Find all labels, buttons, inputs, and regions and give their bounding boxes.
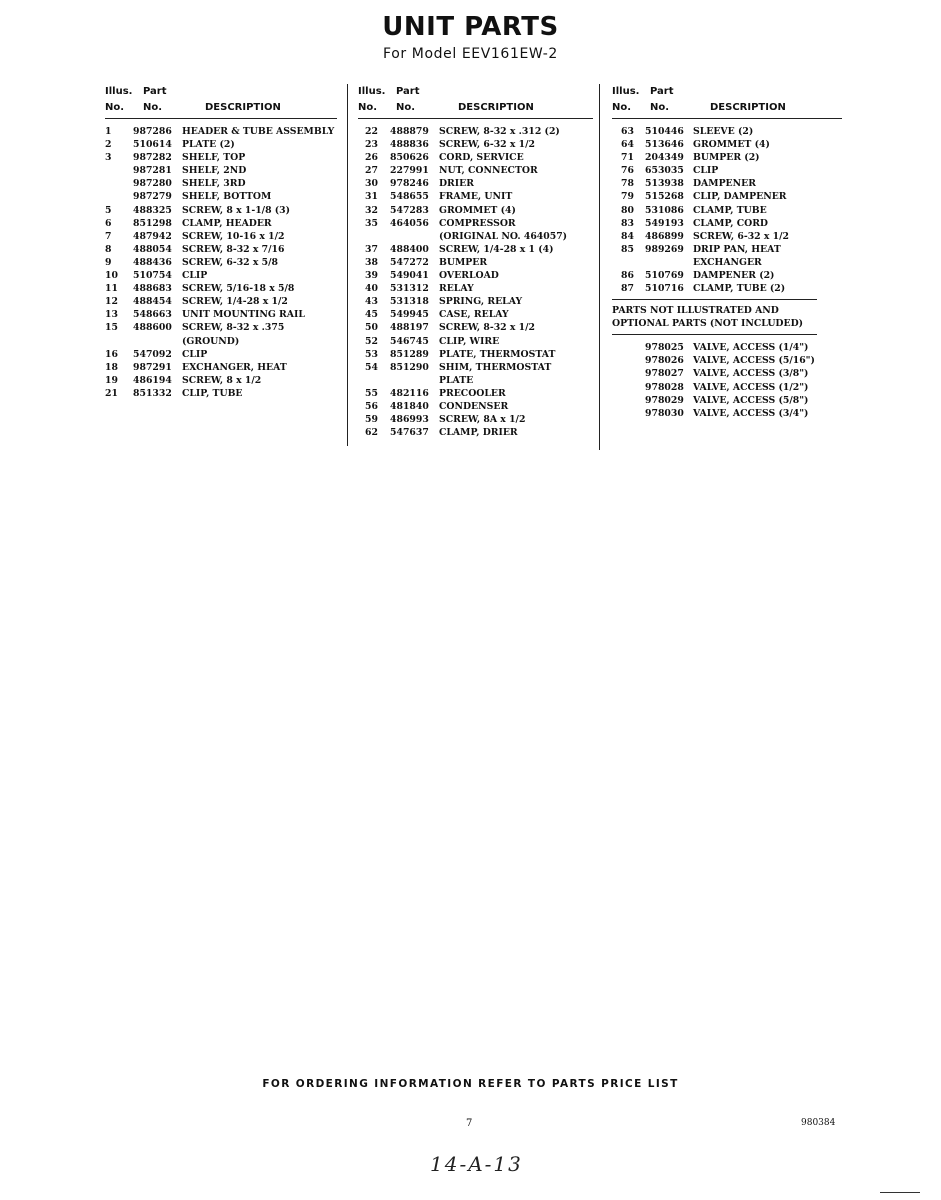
part-description: SCREW, 8A x 1/2 xyxy=(439,414,526,426)
part-number: 978246 xyxy=(390,178,429,190)
part-number: 488454 xyxy=(133,296,172,308)
part-number: 987286 xyxy=(133,126,172,137)
part-number: 653035 xyxy=(645,165,684,177)
part-number: 851332 xyxy=(133,387,172,399)
illus-number: 15 xyxy=(105,322,118,334)
part-description: CLIP, DAMPENER xyxy=(693,191,787,203)
corner-mark xyxy=(880,1192,920,1193)
part-description: VALVE, ACCESS (5/16") xyxy=(693,355,815,367)
part-description: FRAME, UNIT xyxy=(439,191,513,203)
part-description: SCREW, 8-32 x .312 (2) xyxy=(439,126,560,137)
table-row xyxy=(358,256,593,269)
part-number: 227991 xyxy=(390,165,429,177)
illus-number: 62 xyxy=(365,427,378,439)
part-description: CONDENSER xyxy=(439,400,509,412)
part-header: Part xyxy=(396,86,420,97)
part-number: 547092 xyxy=(133,348,172,360)
table-row xyxy=(612,354,842,367)
part-description: SHIM, THERMOSTAT xyxy=(439,361,552,373)
not-illustrated-heading-line2: OPTIONAL PARTS (NOT INCLUDED) xyxy=(612,318,804,330)
illus-number: 30 xyxy=(365,178,378,190)
illus-number: 35 xyxy=(365,217,378,229)
part-description: DAMPENER (2) xyxy=(693,270,775,282)
part-header: Part xyxy=(650,86,674,97)
illus-number: 83 xyxy=(621,217,634,229)
part-no-header: No. xyxy=(143,102,163,113)
part-description: CLAMP, CORD xyxy=(693,217,768,229)
table-row xyxy=(612,243,842,256)
part-number: 978026 xyxy=(645,355,684,367)
illus-number: 40 xyxy=(365,283,378,295)
table-row xyxy=(358,308,593,321)
part-number: 851289 xyxy=(390,348,429,360)
table-row xyxy=(358,400,593,413)
table-row xyxy=(358,295,593,308)
table-row xyxy=(105,361,337,374)
part-description: SCREW, 5/16-18 x 5/8 xyxy=(182,283,295,295)
table-row xyxy=(358,138,593,151)
part-description: PLATE xyxy=(439,374,474,386)
part-description: SCREW, 1/4-28 x 1/2 xyxy=(182,296,288,308)
illus-number: 78 xyxy=(621,178,634,190)
part-description: DRIER xyxy=(439,178,474,190)
illus-number: 63 xyxy=(621,126,634,137)
part-description: CLIP xyxy=(693,165,719,177)
part-number: 548655 xyxy=(390,191,429,203)
illus-number: 31 xyxy=(365,191,378,203)
part-number: 989269 xyxy=(645,243,684,255)
table-row xyxy=(105,204,337,217)
part-description: CORD, SERVICE xyxy=(439,152,524,164)
part-description: CLIP, TUBE xyxy=(182,387,243,399)
part-number: 488197 xyxy=(390,322,429,334)
parts-list xyxy=(612,125,842,295)
part-number: 851298 xyxy=(133,217,172,229)
table-row xyxy=(358,190,593,203)
part-number: 488600 xyxy=(133,322,172,334)
illus-number: 43 xyxy=(365,296,378,308)
part-number: 549945 xyxy=(390,309,429,321)
part-description: VALVE, ACCESS (1/4") xyxy=(693,342,809,354)
table-row xyxy=(358,387,593,400)
part-number: 510716 xyxy=(645,283,684,295)
illus-number: 64 xyxy=(621,139,634,151)
column-header xyxy=(105,84,337,119)
illus-number: 85 xyxy=(621,243,634,255)
part-number: 510754 xyxy=(133,270,172,282)
illus-number: 52 xyxy=(365,335,378,347)
part-description: GROMMET (4) xyxy=(439,204,516,216)
illus-number: 5 xyxy=(105,204,112,216)
parts-list xyxy=(358,125,593,439)
part-description: DRIP PAN, HEAT xyxy=(693,243,781,255)
part-number: 531318 xyxy=(390,296,429,308)
part-number: 547283 xyxy=(390,204,429,216)
table-row xyxy=(612,190,842,203)
table-row xyxy=(105,243,337,256)
table-row xyxy=(358,204,593,217)
table-row xyxy=(358,361,593,374)
part-number: 531086 xyxy=(645,204,684,216)
table-row xyxy=(105,125,337,138)
part-number: 488683 xyxy=(133,283,172,295)
illus-number: 3 xyxy=(105,152,112,164)
part-number: 481840 xyxy=(390,400,429,412)
part-description: VALVE, ACCESS (3/8") xyxy=(693,368,809,380)
part-number: 548663 xyxy=(133,309,172,321)
part-number: 482116 xyxy=(390,387,429,399)
part-no-header: No. xyxy=(396,102,416,113)
table-row xyxy=(105,269,337,282)
part-description: CLAMP, TUBE (2) xyxy=(693,283,786,295)
part-number: 531312 xyxy=(390,283,429,295)
part-number: 487942 xyxy=(133,230,172,242)
part-number: 547637 xyxy=(390,427,429,439)
table-row xyxy=(358,426,593,439)
part-number: 513646 xyxy=(645,139,684,151)
part-number: 488436 xyxy=(133,256,172,268)
part-number: 549193 xyxy=(645,217,684,229)
part-description: BUMPER (2) xyxy=(693,152,760,164)
table-row xyxy=(612,381,842,394)
part-number: 851290 xyxy=(390,361,429,373)
illus-number: 87 xyxy=(621,283,634,295)
part-number: 978029 xyxy=(645,394,684,406)
table-row xyxy=(105,282,337,295)
part-number: 850626 xyxy=(390,152,429,164)
table-row xyxy=(358,151,593,164)
illus-number: 2 xyxy=(105,139,112,151)
illus-number: 50 xyxy=(365,322,378,334)
illus-number: 9 xyxy=(105,256,112,268)
part-description: (GROUND) xyxy=(182,335,240,347)
part-description: CLAMP, DRIER xyxy=(439,427,518,439)
illus-header: Illus. xyxy=(105,86,133,97)
part-number: 546745 xyxy=(390,335,429,347)
table-row xyxy=(612,217,842,230)
illus-number: 54 xyxy=(365,361,378,373)
page-subtitle: For Model EEV161EW-2 xyxy=(383,46,558,62)
table-row xyxy=(105,230,337,243)
column-divider xyxy=(599,84,600,450)
table-row xyxy=(612,269,842,282)
illus-no-header: No. xyxy=(105,102,125,113)
table-row xyxy=(358,217,593,230)
part-number: 978030 xyxy=(645,407,684,419)
part-description: SCREW, 8-32 x 7/16 xyxy=(182,243,285,255)
not-illustrated-heading-line1: PARTS NOT ILLUSTRATED AND xyxy=(612,305,779,317)
part-description: SLEEVE (2) xyxy=(693,126,754,137)
illus-number: 71 xyxy=(621,152,634,164)
not-illustrated-list xyxy=(612,341,842,420)
part-number: 486993 xyxy=(390,414,429,426)
part-description: BUMPER xyxy=(439,256,488,268)
illus-number: 10 xyxy=(105,270,118,282)
table-row xyxy=(105,387,337,400)
illus-no-header: No. xyxy=(612,102,632,113)
description-header: DESCRIPTION xyxy=(710,102,786,113)
table-row xyxy=(105,164,337,177)
illus-number: 76 xyxy=(621,165,634,177)
part-description: SHELF, BOTTOM xyxy=(182,191,272,203)
table-row xyxy=(612,367,842,380)
part-description: SCREW, 10-16 x 1/2 xyxy=(182,230,285,242)
illus-number: 32 xyxy=(365,204,378,216)
part-description: CLAMP, HEADER xyxy=(182,217,272,229)
part-description: CLAMP, TUBE xyxy=(693,204,767,216)
parts-list xyxy=(105,125,337,400)
part-number: 978025 xyxy=(645,342,684,354)
table-row xyxy=(612,204,842,217)
illus-number: 84 xyxy=(621,230,634,242)
part-number: 549041 xyxy=(390,270,429,282)
illus-number: 13 xyxy=(105,309,118,321)
table-row xyxy=(105,321,337,334)
table-row xyxy=(358,230,593,243)
table-row xyxy=(105,151,337,164)
part-description: SCREW, 1/4-28 x 1 (4) xyxy=(439,243,554,255)
part-number: 486194 xyxy=(133,374,172,386)
page-number: 7 xyxy=(466,1118,473,1129)
part-description: RELAY xyxy=(439,283,474,295)
part-description: CLIP, WIRE xyxy=(439,335,500,347)
part-description: VALVE, ACCESS (3/4") xyxy=(693,407,809,419)
parts-column-3 xyxy=(612,84,842,420)
part-number: 987282 xyxy=(133,152,172,164)
part-description: NUT, CONNECTOR xyxy=(439,165,538,177)
illus-number: 22 xyxy=(365,126,378,137)
illus-number: 12 xyxy=(105,296,118,308)
table-row xyxy=(358,125,593,138)
illus-header: Illus. xyxy=(358,86,386,97)
table-row xyxy=(358,282,593,295)
part-number: 488325 xyxy=(133,204,172,216)
table-row xyxy=(105,374,337,387)
table-row xyxy=(612,230,842,243)
description-header: DESCRIPTION xyxy=(205,102,281,113)
table-row xyxy=(612,138,842,151)
part-description: VALVE, ACCESS (1/2") xyxy=(693,381,809,393)
parts-column-2 xyxy=(358,84,593,439)
part-description: DAMPENER xyxy=(693,178,756,190)
part-description: PRECOOLER xyxy=(439,387,506,399)
part-description: SPRING, RELAY xyxy=(439,296,523,308)
illus-number: 45 xyxy=(365,309,378,321)
part-description: SCREW, 6-32 x 1/2 xyxy=(693,230,790,242)
document-number: 980384 xyxy=(801,1118,836,1128)
part-description: CLIP xyxy=(182,270,208,282)
part-description: SCREW, 8 x 1-1/8 (3) xyxy=(182,204,291,216)
table-row xyxy=(358,413,593,426)
part-description: COMPRESSOR xyxy=(439,217,516,229)
illus-number: 55 xyxy=(365,387,378,399)
illus-header: Illus. xyxy=(612,86,640,97)
table-row xyxy=(358,177,593,190)
table-row xyxy=(612,151,842,164)
column-header xyxy=(358,84,593,119)
description-header: DESCRIPTION xyxy=(458,102,534,113)
illus-number: 11 xyxy=(105,283,118,295)
part-number: 978027 xyxy=(645,368,684,380)
part-number: 486899 xyxy=(645,230,684,242)
part-description: EXCHANGER xyxy=(693,256,762,268)
illus-number: 37 xyxy=(365,243,378,255)
illus-number: 26 xyxy=(365,152,378,164)
not-illustrated-heading xyxy=(612,300,817,334)
part-description: CASE, RELAY xyxy=(439,309,509,321)
illus-number: 6 xyxy=(105,217,112,229)
illus-number: 56 xyxy=(365,400,378,412)
illus-number: 27 xyxy=(365,165,378,177)
illus-number: 16 xyxy=(105,348,118,360)
part-number: 488879 xyxy=(390,126,429,137)
parts-column-1 xyxy=(105,84,337,400)
illus-number: 18 xyxy=(105,361,118,373)
table-row xyxy=(105,348,337,361)
part-number: 204349 xyxy=(645,152,684,164)
table-row xyxy=(105,295,337,308)
part-number: 987279 xyxy=(133,191,172,203)
part-description: CLIP xyxy=(182,348,208,360)
table-row xyxy=(612,125,842,138)
part-number: 510446 xyxy=(645,126,684,137)
illus-number: 8 xyxy=(105,243,112,255)
table-row xyxy=(358,348,593,361)
part-number: 547272 xyxy=(390,256,429,268)
part-description: PLATE (2) xyxy=(182,139,235,151)
table-row xyxy=(105,177,337,190)
part-number: 515268 xyxy=(645,191,684,203)
table-row xyxy=(612,256,842,269)
table-row xyxy=(612,282,842,295)
table-row xyxy=(105,308,337,321)
part-description: VALVE, ACCESS (5/8") xyxy=(693,394,809,406)
table-row xyxy=(612,164,842,177)
table-row xyxy=(105,217,337,230)
illus-number: 86 xyxy=(621,270,634,282)
part-description: OVERLOAD xyxy=(439,270,499,282)
illus-number: 38 xyxy=(365,256,378,268)
illus-number: 39 xyxy=(365,270,378,282)
part-number: 488836 xyxy=(390,139,429,151)
table-row xyxy=(612,407,842,420)
part-description: SCREW, 6-32 x 5/8 xyxy=(182,256,279,268)
part-number: 488400 xyxy=(390,243,429,255)
part-number: 987291 xyxy=(133,361,172,373)
table-row xyxy=(612,177,842,190)
illus-number: 59 xyxy=(365,414,378,426)
part-description: SCREW, 8 x 1/2 xyxy=(182,374,262,386)
part-number: 978028 xyxy=(645,381,684,393)
part-description: (ORIGINAL NO. 464057) xyxy=(439,230,568,242)
part-number: 513938 xyxy=(645,178,684,190)
table-row xyxy=(358,269,593,282)
column-divider xyxy=(347,84,348,446)
ordering-note: FOR ORDERING INFORMATION REFER TO PARTS PRICE LIST xyxy=(262,1078,679,1090)
table-row xyxy=(358,164,593,177)
table-row xyxy=(612,394,842,407)
handwritten-note: 14-A-13 xyxy=(430,1152,523,1176)
table-row xyxy=(105,256,337,269)
part-description: SHELF, 3RD xyxy=(182,178,246,190)
part-description: SCREW, 6-32 x 1/2 xyxy=(439,139,536,151)
part-description: GROMMET (4) xyxy=(693,139,770,151)
part-number: 488054 xyxy=(133,243,172,255)
illus-number: 1 xyxy=(105,126,112,137)
illus-number: 23 xyxy=(365,139,378,151)
table-row xyxy=(358,335,593,348)
illus-number: 21 xyxy=(105,387,118,399)
illus-number: 79 xyxy=(621,191,634,203)
table-row xyxy=(105,138,337,151)
page-title: UNIT PARTS xyxy=(382,12,559,42)
part-description: HEADER & TUBE ASSEMBLY xyxy=(182,126,335,137)
part-number: 987280 xyxy=(133,178,172,190)
illus-number: 7 xyxy=(105,230,112,242)
part-description: EXCHANGER, HEAT xyxy=(182,361,287,373)
table-row xyxy=(105,335,337,348)
part-description: SHELF, 2ND xyxy=(182,165,247,177)
table-row xyxy=(105,190,337,203)
illus-no-header: No. xyxy=(358,102,378,113)
table-row xyxy=(358,321,593,334)
illus-number: 80 xyxy=(621,204,634,216)
part-no-header: No. xyxy=(650,102,670,113)
table-row xyxy=(358,243,593,256)
part-number: 464056 xyxy=(390,217,429,229)
section-divider xyxy=(612,334,817,335)
column-header xyxy=(612,84,842,119)
part-description: SCREW, 8-32 x 1/2 xyxy=(439,322,536,334)
illus-number: 53 xyxy=(365,348,378,360)
table-row xyxy=(358,374,593,387)
part-number: 510614 xyxy=(133,139,172,151)
part-description: SHELF, TOP xyxy=(182,152,246,164)
part-description: UNIT MOUNTING RAIL xyxy=(182,309,305,321)
part-description: SCREW, 8-32 x .375 xyxy=(182,322,285,334)
part-number: 510769 xyxy=(645,270,684,282)
illus-number: 19 xyxy=(105,374,118,386)
part-description: PLATE, THERMOSTAT xyxy=(439,348,556,360)
part-header: Part xyxy=(143,86,167,97)
part-number: 987281 xyxy=(133,165,172,177)
table-row xyxy=(612,341,842,354)
